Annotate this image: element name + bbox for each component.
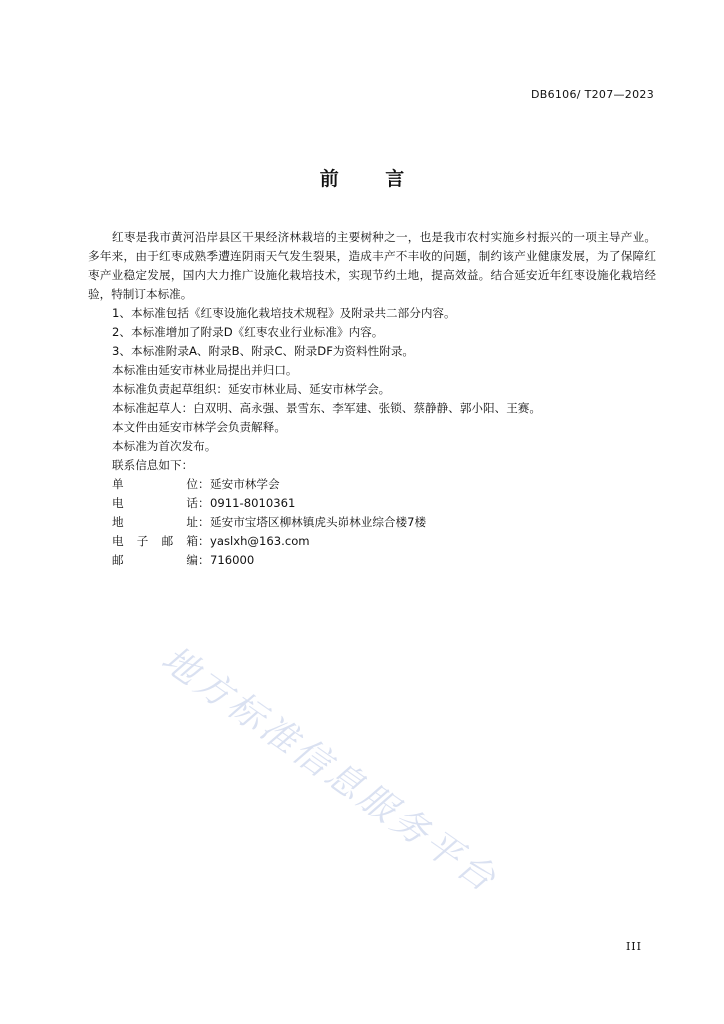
- contact-value: 延安市林学会: [210, 477, 280, 491]
- contact-label: 地 址: [112, 515, 198, 529]
- contact-row-postcode: 邮 编 ： 716000: [88, 551, 656, 570]
- contact-row-address: 地 址 ： 延安市宝塔区柳林镇虎头峁林业综合楼7楼: [88, 513, 656, 532]
- contact-row-email: 电 子 邮 箱 ： yaslxh@163.com: [88, 532, 656, 551]
- page-number: III: [625, 940, 642, 953]
- document-number: DB6106/ T207—2023: [530, 88, 654, 101]
- contact-label: 邮 编: [112, 553, 198, 567]
- body-line: 3、本标准附录A、附录B、附录C、附录DF为资料性附录。: [112, 344, 415, 358]
- contact-value: 延安市宝塔区柳林镇虎头峁林业综合楼7楼: [210, 515, 427, 529]
- body-line: 1、本标准包括《红枣设施化栽培技术规程》及附录共二部分内容。: [112, 306, 456, 320]
- intro-paragraph: 红枣是我市黄河沿岸县区干果经济林栽培的主要树种之一，也是我市农村实施乡村振兴的一项主导产业。多年来，由于红枣成熟季遭连阴雨天气发生裂果，造成丰产不丰收的问题，制约该产业健康发展，为了保障红枣产业稳定发展，国内大力推广设施化栽培技术，实现节约土地，提高效益。结合延安近年红枣设施化栽培经验，特制订本标准。: [88, 230, 656, 301]
- body-line: 本标准负责起草组织：延安市林业局、延安市林学会。: [112, 382, 391, 396]
- contact-row-phone: 电 话 ： 0911-8010361: [88, 494, 656, 513]
- contact-label: 单 位: [112, 477, 198, 491]
- body-line: 联系信息如下：: [112, 458, 194, 472]
- watermark: 地方标准信息服务平台: [153, 638, 506, 902]
- body-line: 本标准为首次发布。: [112, 439, 217, 453]
- contact-value: yaslxh@163.com: [210, 534, 310, 548]
- body-line: 本标准由延安市林业局提出并归口。: [112, 363, 298, 377]
- contact-label: 电 话: [112, 496, 198, 510]
- contact-row-unit: 单 位 ： 延安市林学会: [88, 475, 656, 494]
- contact-label: 电 子 邮 箱: [112, 534, 198, 548]
- page-title: 前 言: [319, 168, 425, 190]
- document-body: [88, 228, 656, 570]
- contact-value: 716000: [210, 553, 255, 567]
- body-line: 本文件由延安市林学会负责解释。: [112, 420, 286, 434]
- body-line: 本标准起草人：白双明、高永强、景雪东、李军建、张锁、蔡静静、郭小阳、王赛。: [112, 401, 541, 415]
- body-line: 2、本标准增加了附录D《红枣农业行业标准》内容。: [112, 325, 384, 339]
- contact-value: 0911-8010361: [210, 496, 296, 510]
